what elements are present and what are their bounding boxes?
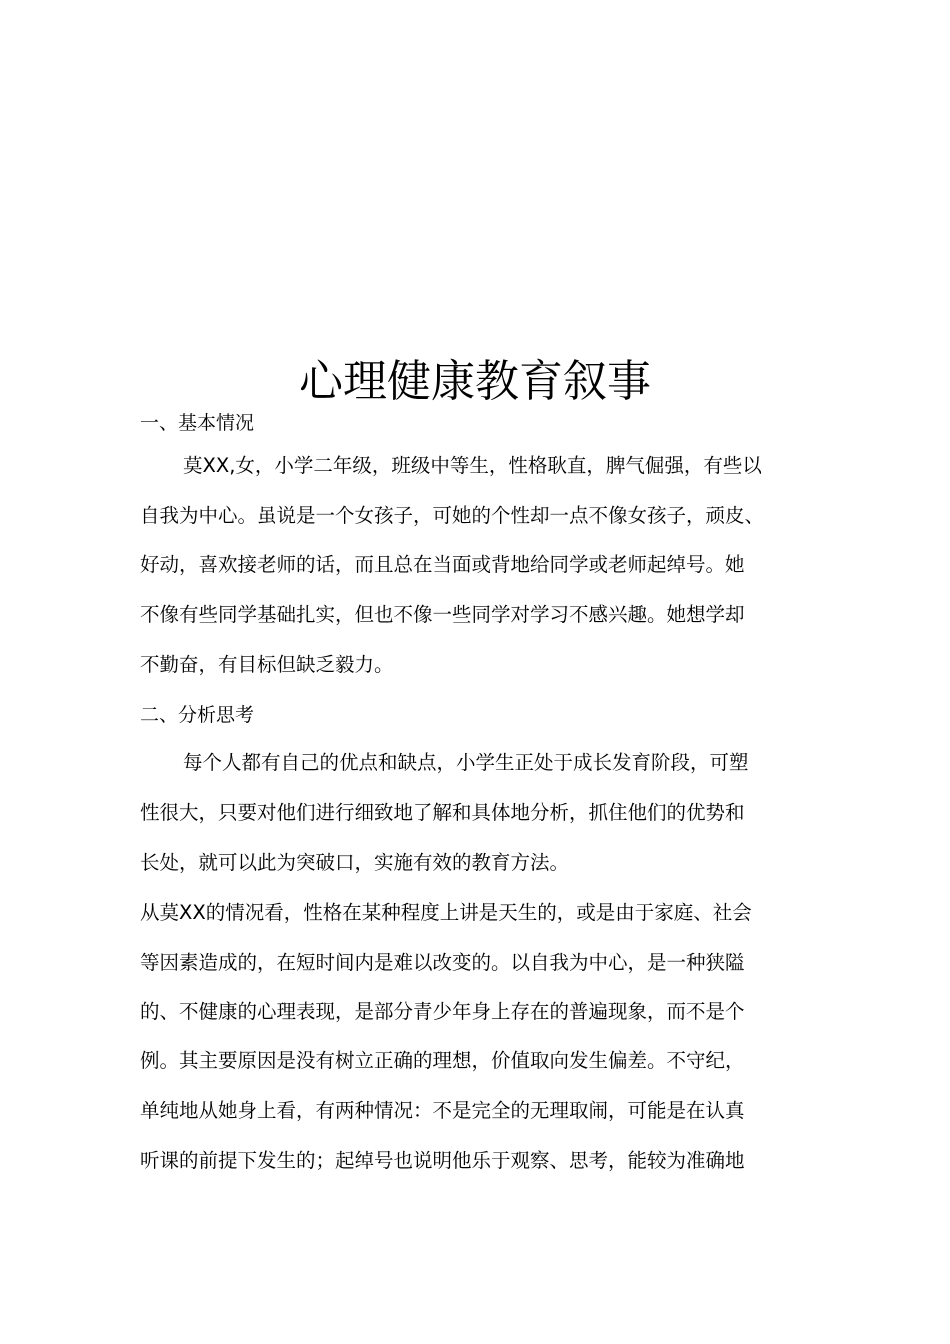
paragraph-line: 莫XX,女，小学二年级，班级中等生，性格耿直，脾气倔强，有些以: [183, 454, 762, 477]
paragraph-line: 单纯地从她身上看，有两种情况：不是完全的无理取闹，可能是在认真: [140, 1099, 745, 1122]
paragraph-line: 长处，就可以此为突破口，实施有效的教育方法。: [140, 851, 570, 874]
paragraph-line: 不像有些同学基础扎实，但也不像一些同学对学习不感兴趣。她想学却: [140, 603, 745, 626]
paragraph-line: 不勤奋，有目标但缺乏毅力。: [140, 653, 394, 676]
paragraph-line: 每个人都有自己的优点和缺点，小学生正处于成长发育阶段，可塑: [183, 751, 749, 774]
paragraph-line: 听课的前提下发生的；起绰号也说明他乐于观察、思考，能较为准确地: [140, 1149, 745, 1172]
paragraph-line: 等因素造成的，在短时间内是难以改变的。以自我为中心，是一种狭隘: [140, 951, 745, 974]
paragraph-line: 自我为中心。虽说是一个女孩子，可她的个性却一点不像女孩子，顽皮、: [140, 504, 765, 527]
section-heading-basic-info: 一、基本情况: [140, 412, 255, 434]
document-title: 心理健康教育叙事: [299, 356, 651, 407]
paragraph-line: 的、不健康的心理表现，是部分青少年身上存在的普遍现象，而不是个: [140, 1000, 745, 1023]
paragraph-line: 从莫XX的情况看，性格在某种程度上讲是天生的，或是由于家庭、社会: [140, 901, 752, 924]
paragraph-line: 性很大，只要对他们进行细致地了解和具体地分析，抓住他们的优势和: [140, 801, 745, 824]
paragraph-line: 例。其主要原因是没有树立正确的理想，价值取向发生偏差。不守纪，: [140, 1049, 745, 1072]
section-heading-analysis: 二、分析思考: [140, 704, 255, 726]
paragraph-line: 好动，喜欢接老师的话，而且总在当面或背地给同学或老师起绰号。她: [140, 553, 745, 576]
